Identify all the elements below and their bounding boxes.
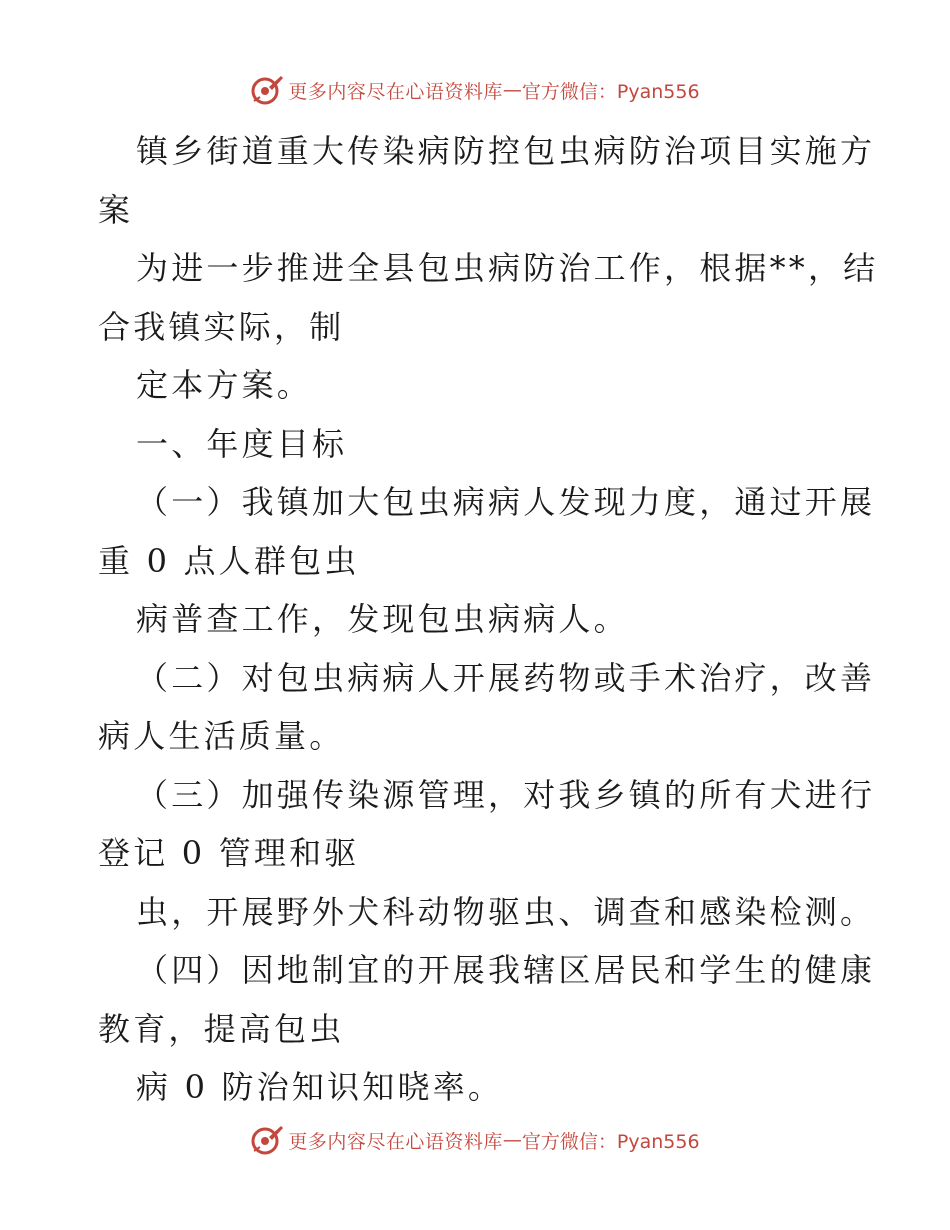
paragraph-line: 定本方案。 [136, 366, 313, 404]
paragraph-line: （三）加强传染源管理，对我乡镇的所有犬进行 [136, 775, 876, 814]
watermark-separator: — [502, 1129, 522, 1151]
paragraph-line: 为进一步推进全县包虫病防治工作，根据**，结 [136, 249, 879, 287]
watermark-wechat: 官方微信：Pyan556 [521, 1130, 700, 1153]
document-title-line-1: 镇乡街道重大传染病防控包虫病防治项目实施方 [136, 132, 876, 170]
red-pen-book-logo-icon [250, 73, 284, 107]
header-watermark [0, 70, 950, 110]
paragraph-line: 合我镇实际，制 [98, 307, 345, 346]
red-pen-book-logo-icon [250, 1123, 284, 1157]
paragraph-line: 重 0 点人群包虫 [98, 541, 360, 580]
paragraph-line: 病人生活质量。 [98, 717, 345, 755]
watermark-text: 更多内容尽在心语资料库 [288, 1130, 503, 1153]
paragraph-line: 病 0 防治知识知晓率。 [136, 1068, 504, 1106]
watermark-separator: — [502, 79, 522, 101]
section-heading: 一、年度目标 [136, 424, 348, 463]
watermark-text: 更多内容尽在心语资料库 [288, 80, 503, 103]
paragraph-line: （四）因地制宜的开展我辖区居民和学生的健康 [136, 951, 876, 989]
paragraph-line: 虫，开展野外犬科动物驱虫、调查和感染检测。 [136, 892, 876, 931]
paragraph-line: （一）我镇加大包虫病病人发现力度，通过开展 [136, 483, 876, 521]
paragraph-line: 登记 0 管理和驱 [98, 834, 360, 872]
footer-watermark [0, 1120, 950, 1160]
document-title-line-2: 案 [98, 190, 134, 229]
watermark-wechat: 官方微信：Pyan556 [521, 80, 700, 103]
paragraph-line: （二）对包虫病病人开展药物或手术治疗，改善 [136, 658, 876, 697]
document-body [98, 122, 879, 1117]
paragraph-line: 教育，提高包虫 [98, 1009, 345, 1048]
paragraph-line: 病普查工作，发现包虫病病人。 [136, 600, 629, 638]
